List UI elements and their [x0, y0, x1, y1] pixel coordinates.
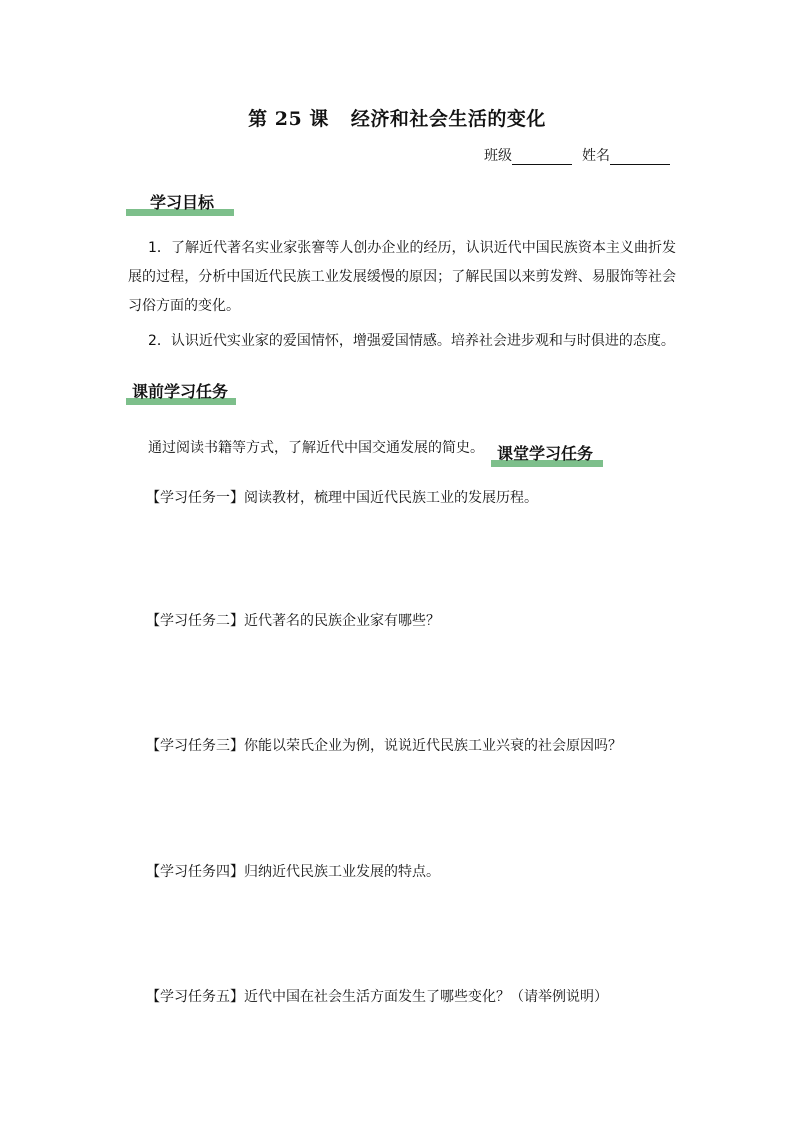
learning-task-5: 【学习任务五】近代中国在社会生活方面发生了哪些变化？（请举例说明） [146, 989, 608, 1005]
lesson-name: 经济和社会生活的变化 [350, 108, 546, 130]
objective-item-2: 2．认识近代实业家的爱国情怀，增强爱国情感。培养社会进步观和与时俱进的态度。 [148, 333, 675, 349]
section-heading-text: 课前学习任务 [132, 382, 229, 401]
learning-task-1: 【学习任务一】阅读教材，梳理中国近代民族工业的发展历程。 [146, 490, 538, 506]
section-heading-objectives [126, 193, 234, 213]
name-blank[interactable] [610, 150, 670, 165]
section-heading-text: 课堂学习任务 [497, 444, 594, 463]
section-heading-text: 学习目标 [150, 193, 215, 212]
class-label: 班级 [484, 148, 512, 164]
objective-item-1: 1．了解近代著名实业家张謇等人创办企业的经历，认识近代中国民族资本主义曲折发展的过程，分析中国近代民族工业发展缓慢的原因；了解民国以来剪发辫、易服饰等社会习俗方面的变化。 [128, 240, 676, 314]
learning-task-2: 【学习任务二】近代著名的民族企业家有哪些？ [146, 613, 440, 629]
page-title [0, 104, 794, 131]
student-info [484, 145, 670, 165]
section-heading-preclass [126, 382, 236, 402]
lesson-number: 第 25 课 [248, 108, 329, 130]
learning-task-4: 【学习任务四】归纳近代民族工业发展的特点。 [146, 864, 440, 880]
preclass-task: 通过阅读书籍等方式，了解近代中国交通发展的简史。 [148, 440, 484, 456]
name-label: 姓名 [582, 148, 610, 164]
learning-task-3: 【学习任务三】你能以荣氏企业为例，说说近代民族工业兴衰的社会原因吗？ [146, 738, 622, 754]
class-blank[interactable] [512, 150, 572, 165]
section-heading-inclass [491, 444, 603, 464]
